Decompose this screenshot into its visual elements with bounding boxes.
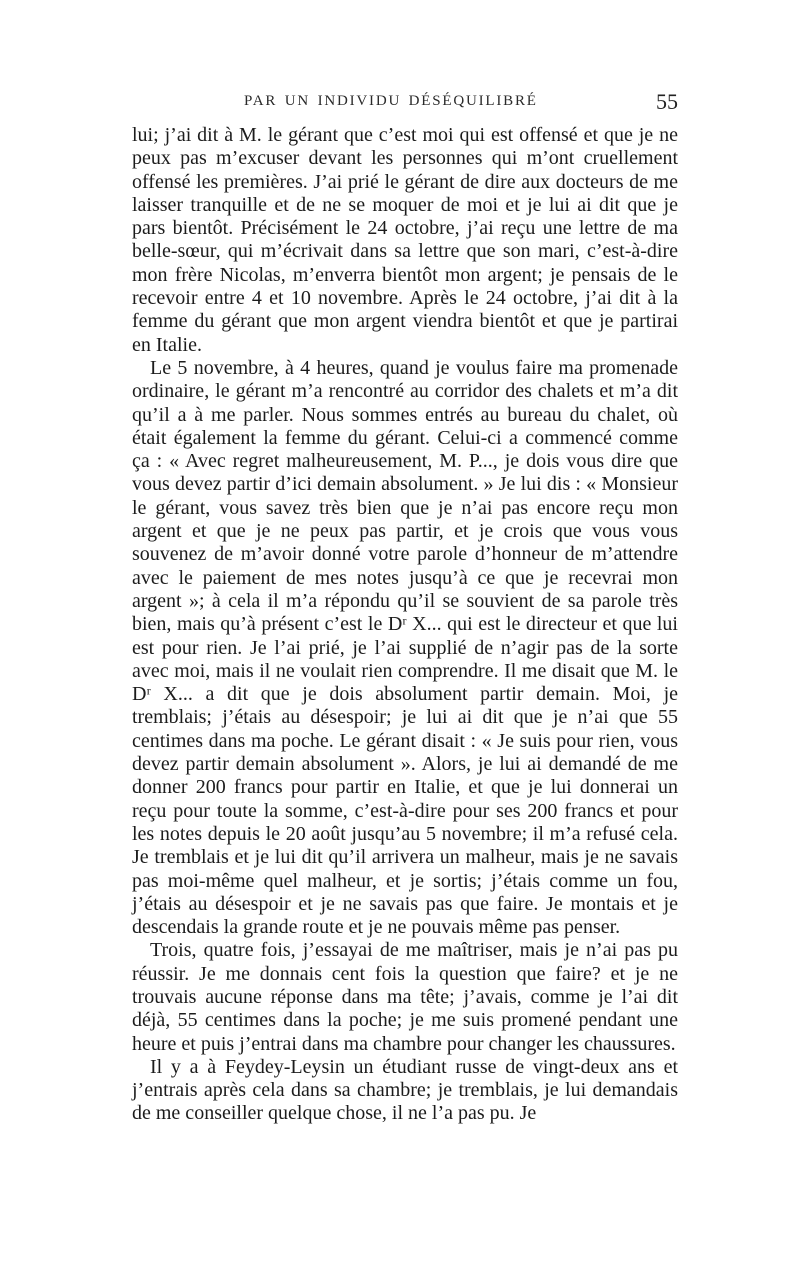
paragraph: Il y a à Feydey-Leysin un étudiant russe de vingt-deux ans et j’entrais après cela dans sa chambre; je tremblais, je lui demandais de me conseiller quelque chose, il ne l’a pas pu. Je bbox=[132, 1055, 678, 1125]
body-text bbox=[132, 124, 678, 1126]
paragraph: Trois, quatre fois, j’essayai de me maîtriser, mais je n’ai pas pu réussir. Je me donnais cent fois la question que faire? et je ne trouvais aucune réponse dans ma tête; j’avais, comme je l’ai dit déjà, 55 centimes dans la poche; je me suis promené pendant une heure et puis j’entrai dans ma chambre pour changer les chaussures. bbox=[132, 939, 678, 1055]
paragraph: lui; j’ai dit à M. le gérant que c’est moi qui est offensé et que je ne peux pas m’excuser devant les personnes qui m’ont cruellement offensé les premières. J’ai prié le gérant de dire aux docteurs de me laisser tranquille et de ne se moquer de moi et je lui ai dit que je pars bientôt. Précisément le 24 octobre, j’ai reçu une lettre de ma belle-sœur, qui m’écrivait dans sa lettre que son mari, c’est-à-dire mon frère Nicolas, m’enverra bientôt mon argent; je pensais de le recevoir entre 4 et 10 novembre. Après le 24 octobre, j’ai dit à la femme du gérant que mon argent viendra bientôt et que je partirai en Italie. bbox=[132, 124, 678, 356]
page-number: 55 bbox=[656, 89, 678, 114]
paragraph: Le 5 novembre, à 4 heures, quand je voulus faire ma promenade ordinaire, le gérant m’a rencontré au corridor des chalets et m’a dit qu’il a à me parler. Nous sommes entrés au bureau du chalet, où était également la femme du gérant. Celui-ci a commencé comme ça : « Avec regret malheureusement, M. P..., je dois vous dire que vous devez partir d’ici demain absolument. » Je lui dis : « Monsieur le gérant, vous savez très bien que je n’ai pas encore reçu mon argent et que je ne peux pas partir, et je crois que vous vous souvenez de m’avoir donné votre parole d’honneur de m’attendre avec le paiement de mes notes jusqu’à ce que je recevrai mon argent »; à cela il m’a répondu qu’il se souvient de sa parole très bien, mais qu’à présent c’est le Dʳ X... qui est le directeur et que lui est pour rien. Je l’ai prié, je l’ai supplié de n’agir pas de la sorte avec moi, mais il ne voulait rien comprendre. Il me disait que M. le Dʳ X... a dit que je dois absolument partir demain. Moi, je tremblais; j’étais au désespoir; je lui ai dit que je n’ai que 55 centimes dans ma poche. Le gérant disait : « Je suis pour rien, vous devez partir demain absolument ». Alors, je lui ai demandé de me donner 200 francs pour partir en Italie, et que je lui donnerai un reçu pour toute la somme, c’est-à-dire pour ses 200 francs et pour les notes depuis le 20 août jusqu’au 5 novembre; il m’a refusé cela. Je tremblais et je lui dit qu’il arrivera un malheur, mais je ne savais pas moi-même quel malheur, et je sortis; j’étais comme un fou, j’étais au désespoir et je ne savais pas que faire. Je montais et je descendais la grande route et je ne pouvais même pas penser. bbox=[132, 356, 678, 939]
running-title: PAR UN INDIVIDU DÉSÉQUILIBRÉ bbox=[244, 93, 538, 109]
running-head bbox=[132, 88, 678, 118]
